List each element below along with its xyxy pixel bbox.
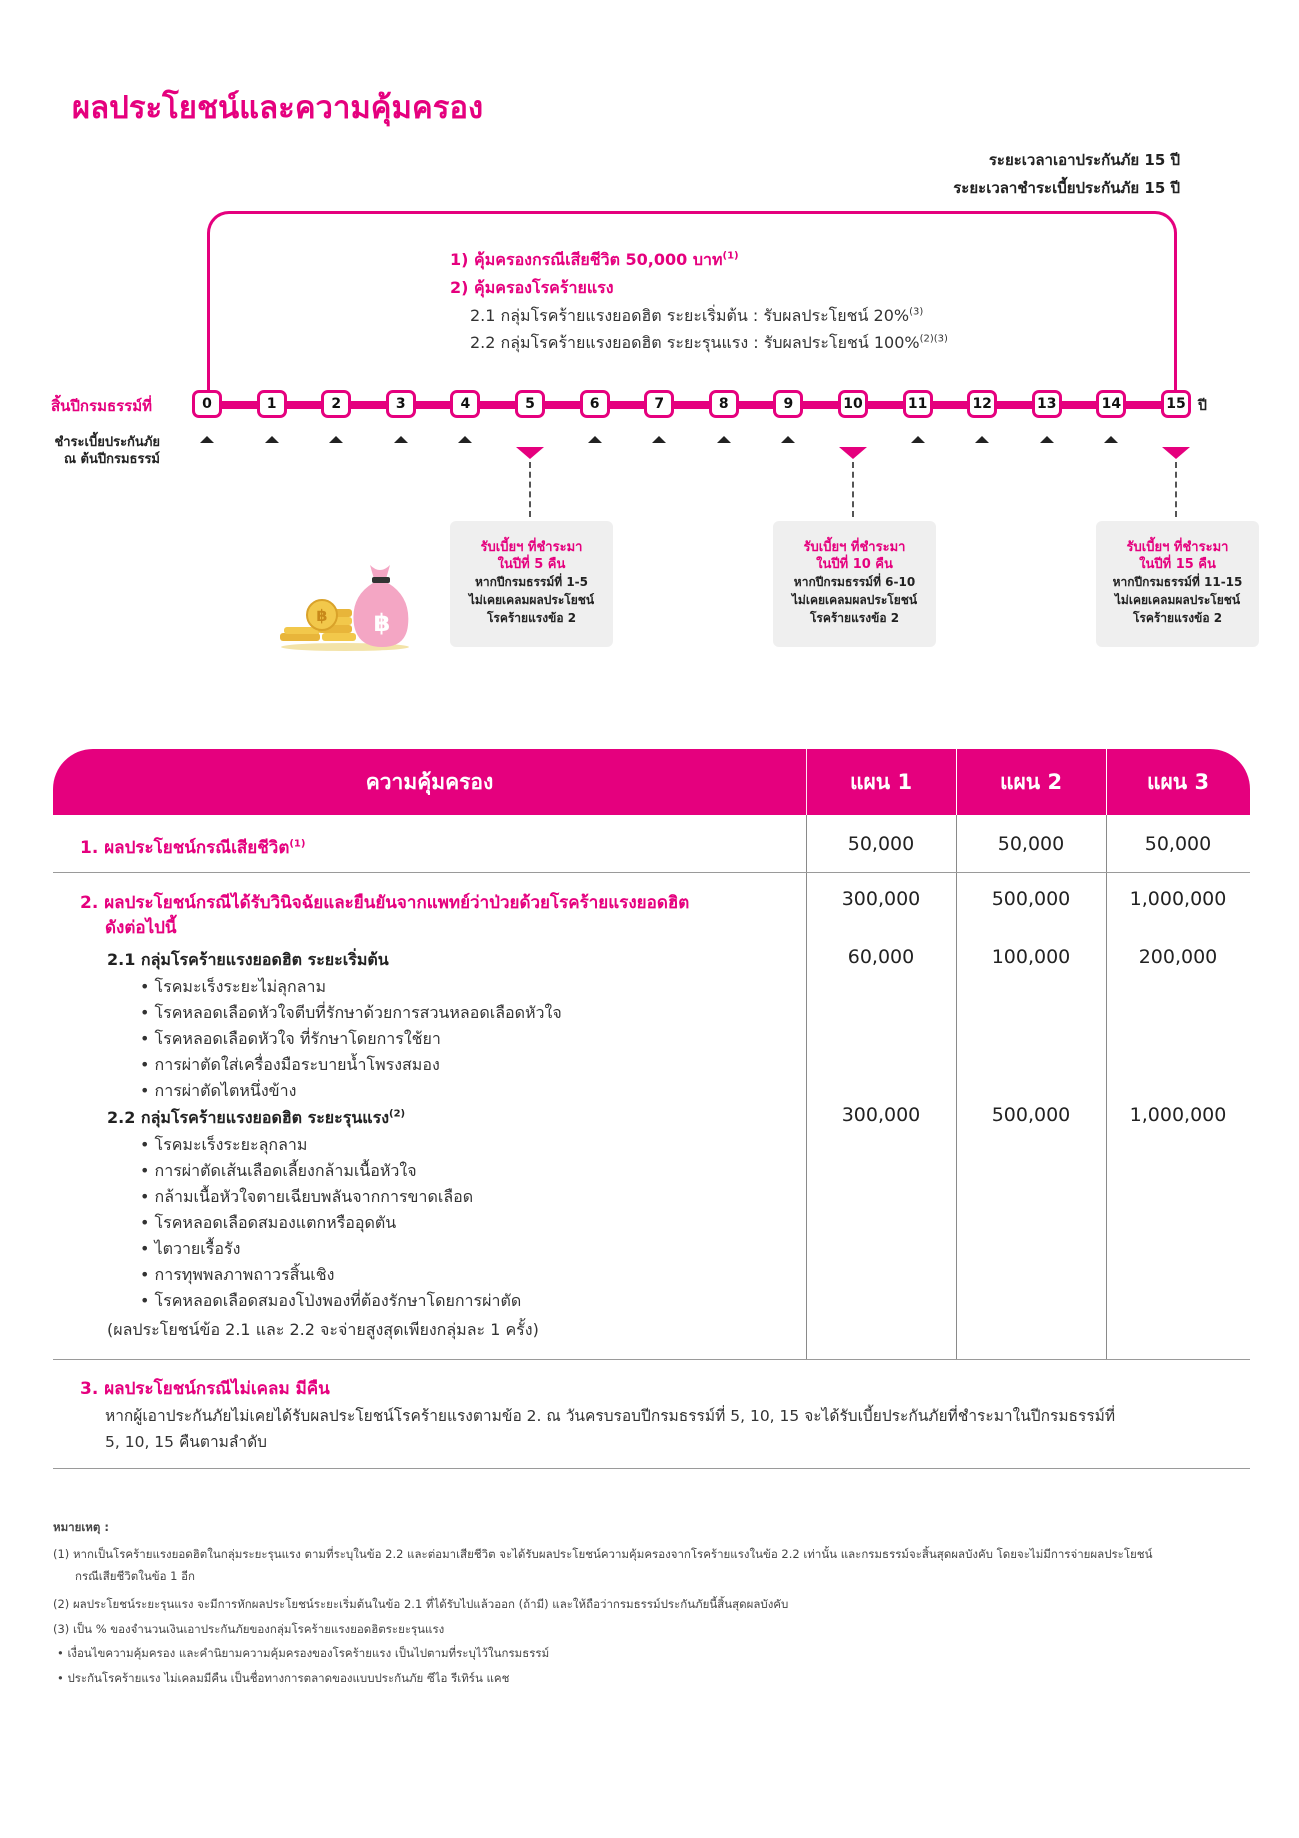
timeline-year-box: 11: [903, 390, 933, 418]
sec21-title: 2.1 กลุ่มโรคร้ายแรงยอดฮิต ระยะเริ่มต้น: [107, 950, 389, 969]
coverage-item-ci-severe: 2.2 กลุ่มโรคร้ายแรงยอดฮิต ระยะรุนแรง : รับผลประโยชน์ 100%$^{(2)(3)}$: [470, 333, 948, 352]
payment-marker: [1040, 436, 1054, 443]
timeline-year-box: 5: [515, 390, 545, 418]
row1-plan3: 50,000: [1144, 833, 1212, 855]
timeline-year-box: 3: [386, 390, 416, 418]
payment-marker: [394, 436, 408, 443]
sec22-item: • การผ่าตัดเส้นเลือดเลี้ยงกล้ามเนื้อหัวใจ: [140, 1161, 417, 1180]
payment-marker: [781, 436, 795, 443]
coverage-table-header: [53, 749, 1250, 815]
payment-marker: [265, 436, 279, 443]
coverage-item-death: 1) คุ้มครองกรณีเสียชีวิต 50,000 บาท$^{(1)}$: [450, 250, 739, 269]
sec21-plan3: 200,000: [1138, 946, 1218, 968]
refund-box-5: รับเบี้ยฯ ที่ชำระมา ในปีที่ 5 คืน หากปีกรมธรรม์ที่ 1-5 ไม่เคยเคลมผลประโยชน์ โรคร้ายแรงข้อ 2: [450, 521, 613, 647]
refund-marker-10: [839, 447, 867, 459]
timeline-year-box: 0: [192, 390, 222, 418]
timeline-year-box: 13: [1032, 390, 1062, 418]
timeline-year-box: 6: [580, 390, 610, 418]
timeline-year-box: 1: [257, 390, 287, 418]
payment-marker: [588, 436, 602, 443]
row3-desc-line1: หากผู้เอาประกันภัยไม่เคยได้รับผลประโยชน์โรคร้ายแรงตามข้อ 2. ณ วันครบรอบปีกรมธรรม์ที่ 5, 10, 15 จะได้รับเบี้ยประกันภัยที่ชำระมาในปีกรมธรรม์ที่: [105, 1407, 1116, 1425]
payment-label: ชำระเบี้ยประกันภัย ณ ต้นปีกรมธรรม์: [54, 435, 160, 467]
footnote-bullet-2: • ประกันโรคร้ายแรง ไม่เคลมมีคืน เป็นชื่อทางการตลาดของแบบประกันภัย ซีไอ รีเทิร์น แคช: [57, 1671, 510, 1685]
header-plan-1: แผน 1: [849, 770, 913, 794]
timeline-year-box: 15: [1161, 390, 1191, 418]
coverage-item-ci-early: 2.1 กลุ่มโรคร้ายแรงยอดฮิต ระยะเริ่มต้น : รับผลประโยชน์ 20%$^{(3)}$: [470, 306, 924, 325]
timeline-year-box: 2: [321, 390, 351, 418]
row2-plan2: 500,000: [991, 888, 1071, 910]
timeline-year-box: 12: [967, 390, 997, 418]
sec22-item: • โรคมะเร็งระยะลุกลาม: [140, 1135, 308, 1154]
row-divider-3: [53, 1468, 1250, 1469]
sec22-item: • การทุพพลภาพถาวรสิ้นเชิง: [140, 1265, 335, 1284]
refund-box-10: รับเบี้ยฯ ที่ชำระมา ในปีที่ 10 คืน หากปีกรมธรรม์ที่ 6-10 ไม่เคยเคลมผลประโยชน์ โรคร้ายแรงข้อ 2: [773, 521, 936, 647]
sec22-item: • โรคหลอดเลือดสมองโป่งพองที่ต้องรักษาโดยการผ่าตัด: [140, 1291, 522, 1310]
payment-marker: [911, 436, 925, 443]
sec22-item: • โรคหลอดเลือดสมองแตกหรืออุดตัน: [140, 1213, 397, 1232]
sec21-item: • โรคมะเร็งระยะไม่ลุกลาม: [140, 977, 327, 996]
footnote-1-cont: กรณีเสียชีวิตในข้อ 1 อีก: [75, 1569, 195, 1583]
header-plan-2: แผน 2: [999, 770, 1063, 794]
sec21-item: • โรคหลอดเลือดหัวใจ ที่รักษาโดยการใช้ยา: [140, 1029, 441, 1048]
header-plan-3: แผน 3: [1146, 770, 1210, 794]
svg-text:฿: ฿: [316, 606, 328, 625]
row3-title: 3. ผลประโยชน์กรณีไม่เคลม มีคืน: [80, 1379, 330, 1399]
timeline-label: สิ้นปีกรมธรรม์ที่: [51, 397, 153, 415]
payment-period: ระยะเวลาชำระเบี้ยประกันภัย 15 ปี: [953, 179, 1180, 197]
sec22-item: • ไตวายเรื้อรัง: [140, 1239, 241, 1258]
header-divider-2: [956, 749, 957, 815]
refund-connector-15: [1175, 462, 1177, 517]
row1-plan1: 50,000: [847, 833, 915, 855]
sec22-title: 2.2 กลุ่มโรคร้ายแรงยอดฮิต ระยะรุนแรง$^{(2)}$: [107, 1108, 406, 1127]
footnote-heading: หมายเหตุ :: [53, 1520, 109, 1534]
refund-connector-5: [529, 462, 531, 517]
sec22-plan1: 300,000: [841, 1104, 921, 1126]
payment-marker: [717, 436, 731, 443]
sec22-plan2: 500,000: [991, 1104, 1071, 1126]
footnote-3: (3) เป็น % ของจำนวนเงินเอาประกันภัยของกลุ่มโรคร้ายแรงยอดฮิตระยะรุนแรง: [53, 1622, 445, 1636]
row1-title: 1. ผลประโยชน์กรณีเสียชีวิต$^{(1)}$: [80, 838, 306, 858]
timeline-year-box: 9: [773, 390, 803, 418]
row1-plan2: 50,000: [997, 833, 1065, 855]
row2-title-line1: 2. ผลประโยชน์กรณีได้รับวินิจฉัยและยืนยันจากแพทย์ว่าป่วยด้วยโรคร้ายแรงยอดฮิต: [80, 893, 690, 913]
refund-connector-10: [852, 462, 854, 517]
payment-marker: [329, 436, 343, 443]
footnote-2: (2) ผลประโยชน์ระยะรุนแรง จะมีการหักผลประโยชน์ระยะเริ่มต้นในข้อ 2.1 ที่ได้รับไปแล้วออก (ถ้ามี) และให้ถือว่ากรมธรรม์ประกันภัยนี้สิ้นสุดผลบังคับ: [53, 1597, 789, 1611]
coverage-item-ci: 2) คุ้มครองโรคร้ายแรง: [450, 278, 614, 297]
row2-plan1: 300,000: [841, 888, 921, 910]
timeline-year-box: 4: [450, 390, 480, 418]
sec21-plan1: 60,000: [847, 946, 915, 968]
sec21-item: • การผ่าตัดไตหนึ่งข้าง: [140, 1081, 297, 1100]
payment-marker: [975, 436, 989, 443]
refund-box-15: รับเบี้ยฯ ที่ชำระมา ในปีที่ 15 คืน หากปีกรมธรรม์ที่ 11-15 ไม่เคยเคลมผลประโยชน์ โรคร้ายแรงข้อ 2: [1096, 521, 1259, 647]
row3-desc-line2: 5, 10, 15 คืนตามลำดับ: [105, 1433, 268, 1451]
sec22-plan3: 1,000,000: [1129, 1104, 1227, 1126]
sec21-item: • การผ่าตัดใส่เครื่องมือระบายน้ำโพรงสมอง: [140, 1055, 440, 1074]
row2-plan3: 1,000,000: [1129, 888, 1227, 910]
row-divider-2: [53, 1359, 1250, 1360]
row2-title-line2: ดังต่อไปนี้: [105, 918, 177, 938]
coverage-bracket: [207, 211, 1177, 393]
payment-marker: [458, 436, 472, 443]
refund-marker-15: [1162, 447, 1190, 459]
timeline-year-box: 14: [1096, 390, 1126, 418]
sec22-item: • กล้ามเนื้อหัวใจตายเฉียบพลันจากการขาดเลือด: [140, 1187, 474, 1206]
row-divider-1: [53, 872, 1250, 873]
timeline-year-box: 7: [644, 390, 674, 418]
header-coverage: ความคุ้มครอง: [365, 770, 494, 794]
footnote-bullet-1: • เงื่อนไขความคุ้มครอง และคำนิยามความคุ้มครองของโรคร้ายแรง เป็นไปตามที่ระบุไว้ในกรมธรรม์: [57, 1646, 550, 1660]
svg-text:฿: ฿: [373, 609, 391, 637]
coverage-period: ระยะเวลาเอาประกันภัย 15 ปี: [988, 151, 1180, 169]
timeline-unit: ปี: [1198, 398, 1207, 414]
refund-marker-5: [516, 447, 544, 459]
timeline-year-box: 10: [838, 390, 868, 418]
payment-marker: [1104, 436, 1118, 443]
sec21-item: • โรคหลอดเลือดหัวใจตีบที่รักษาด้วยการสวนหลอดเลือดหัวใจ: [140, 1003, 562, 1022]
payment-marker: [200, 436, 214, 443]
timeline-year-box: 8: [709, 390, 739, 418]
row2-note: (ผลประโยชน์ข้อ 2.1 และ 2.2 จะจ่ายสูงสุดเพียงกลุ่มละ 1 ครั้ง): [107, 1320, 539, 1339]
header-divider-3: [1106, 749, 1107, 815]
money-bag-icon: [278, 555, 413, 652]
sec21-plan2: 100,000: [991, 946, 1071, 968]
payment-marker: [652, 436, 666, 443]
page-title: ผลประโยชน์และความคุ้มครอง: [72, 90, 484, 126]
footnote-1: (1) หากเป็นโรคร้ายแรงยอดฮิตในกลุ่มระยะรุนแรง ตามที่ระบุในข้อ 2.2 และต่อมาเสียชีวิต จะได้รับผลประโยชน์ความคุ้มครองจากโรคร้ายแรงในข้อ 2.2 เท่านั้น และกรมธรรม์จะสิ้นสุดผลบังคับ โดยจะไม่มีการจ่ายผลประโยชน์: [53, 1547, 1153, 1561]
